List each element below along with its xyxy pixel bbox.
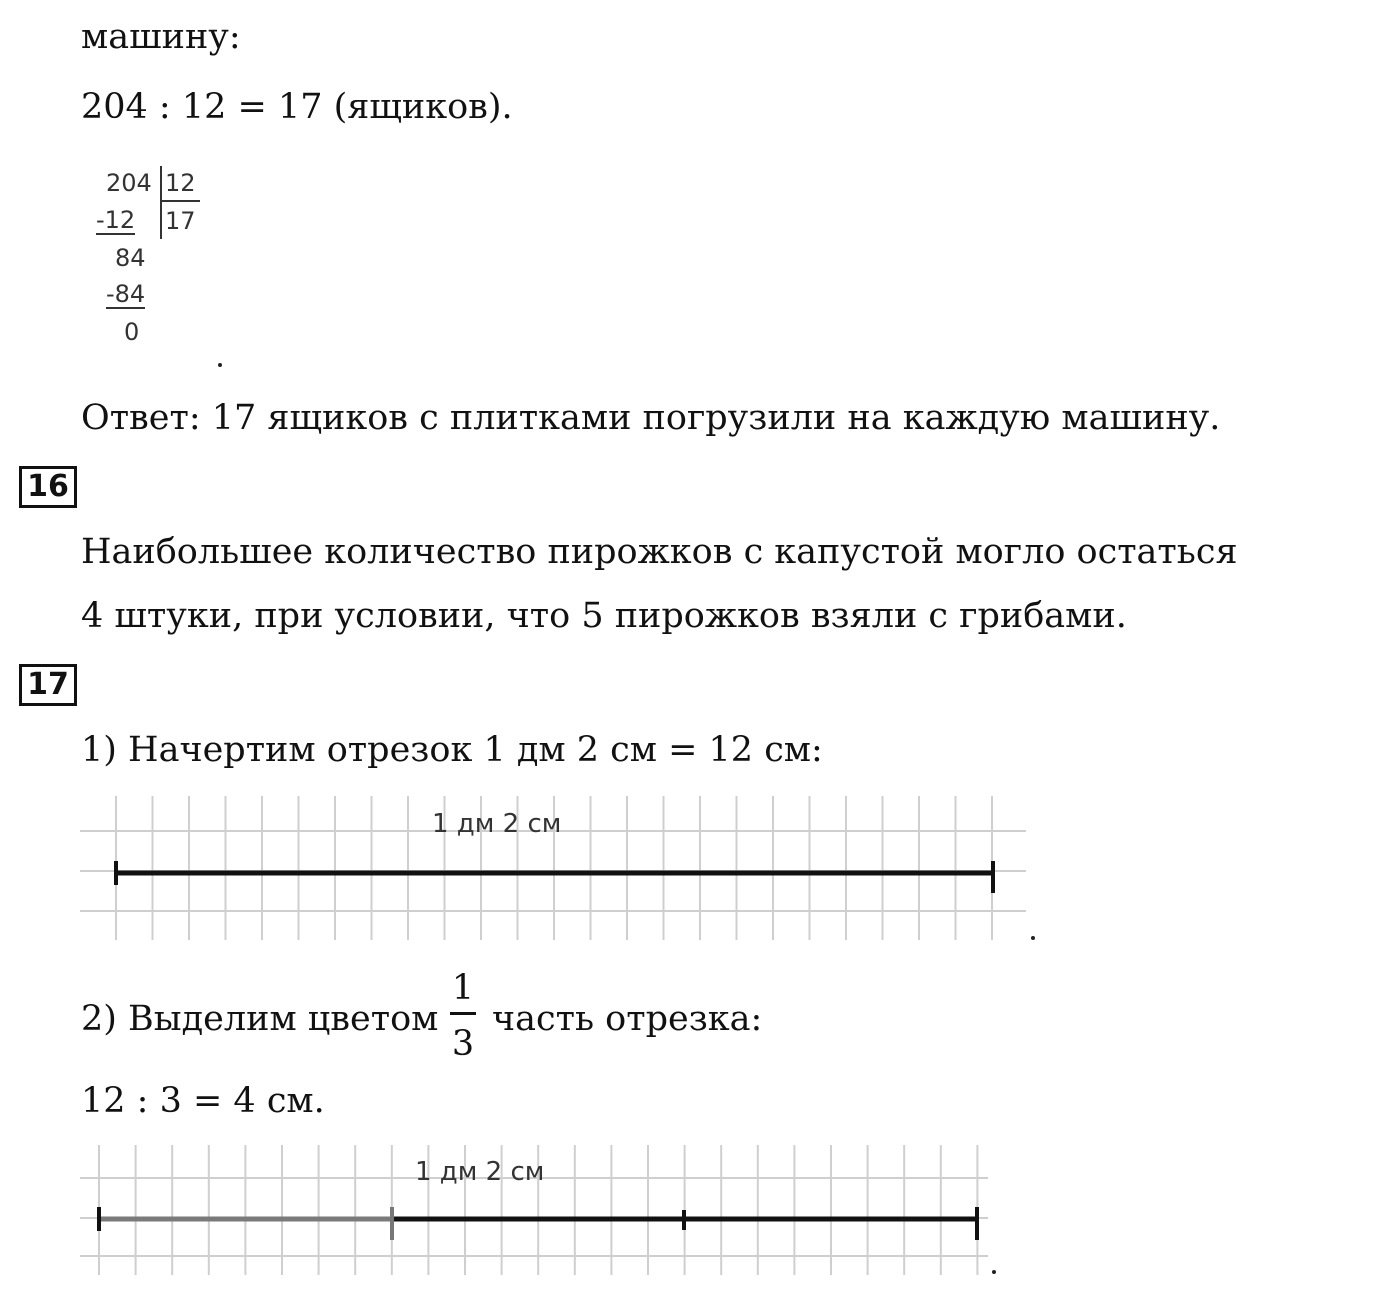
ld-quotient: 17 — [165, 207, 196, 235]
ld-dividend: 204 — [106, 169, 152, 197]
equation-12-div-3: 12 : 3 = 4 см. — [81, 1081, 325, 1121]
ld-sub2: -84 — [106, 280, 146, 308]
answer-text: Ответ: 17 ящиков с плитками погрузили на каждую машину. — [81, 398, 1221, 438]
fraction-denominator: 3 — [451, 1024, 475, 1064]
task-number-16: 16 — [19, 466, 77, 508]
segment-label-2: 1 дм 2 см — [415, 1157, 545, 1187]
fraction-numerator: 1 — [451, 968, 475, 1008]
task16-text-line1: Наибольшее количество пирожков с капустой могло остаться — [81, 532, 1238, 572]
segment-label-1: 1 дм 2 см — [432, 809, 562, 839]
equation-204-div-12: 204 : 12 = 17 (ящиков). — [81, 87, 513, 127]
ld-rem1: 84 — [115, 244, 146, 272]
ld-divisor: 12 — [165, 169, 196, 197]
task16-text-line2: 4 штуки, при условии, что 5 пирожков взяли с грибами. — [81, 596, 1127, 636]
text-line-top: машину: — [81, 17, 241, 57]
ld-rem2: 0 — [124, 318, 140, 346]
step1-text: 1) Начертим отрезок 1 дм 2 см = 12 см: — [81, 730, 823, 770]
task-number-17: 17 — [19, 664, 77, 706]
ld-sub1: -12 — [96, 206, 136, 234]
step2-text-before: 2) Выделим цветом — [81, 999, 439, 1039]
period-mark-fig2 — [992, 1270, 996, 1274]
step2-text-after: часть отрезка: — [492, 999, 763, 1039]
